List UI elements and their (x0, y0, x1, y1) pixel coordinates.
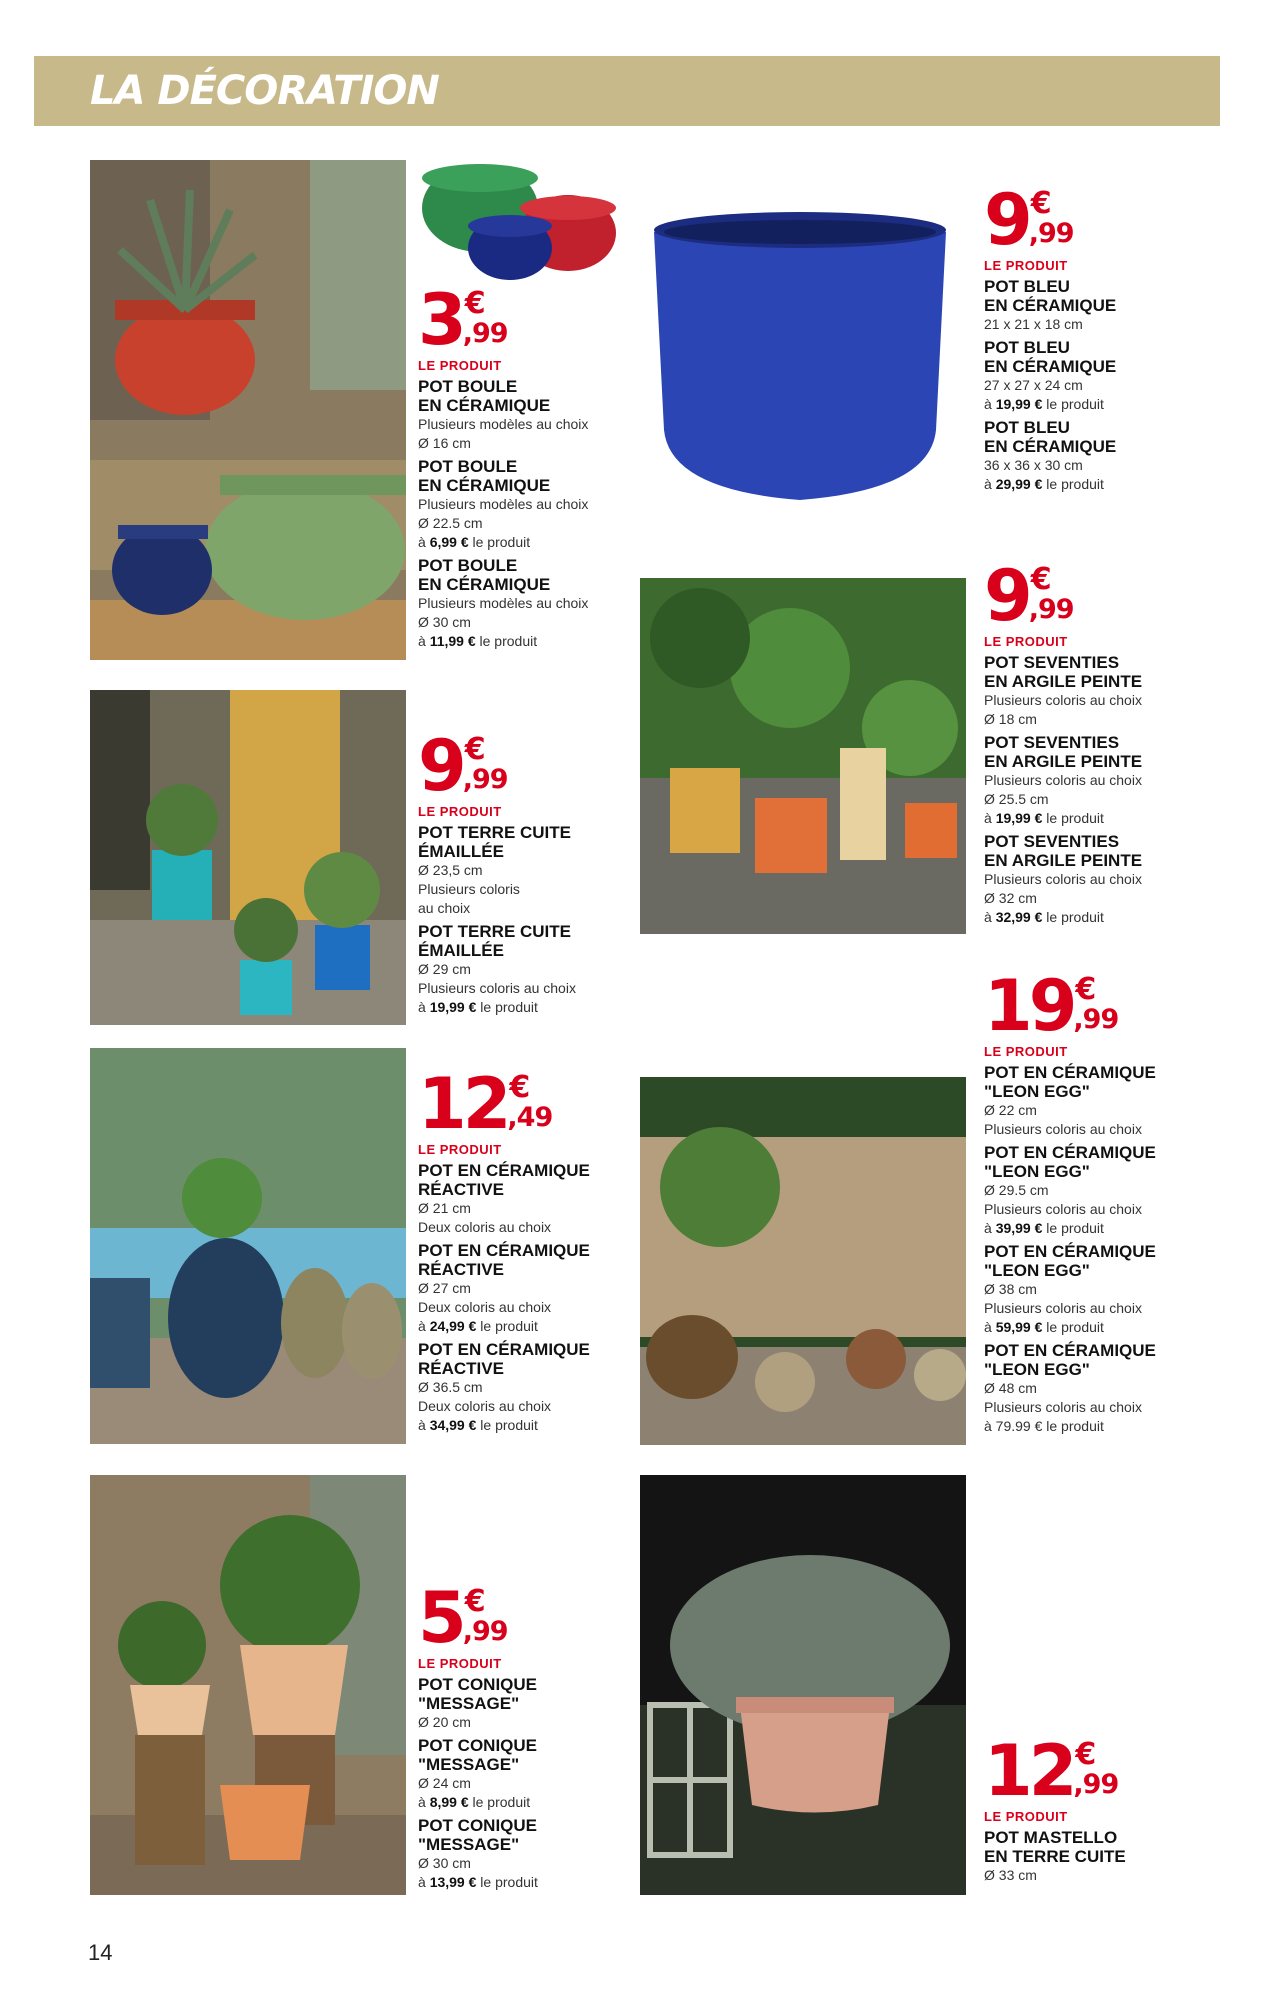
photo-pot-bleu (640, 200, 960, 510)
unit-label: LE PRODUIT (418, 1142, 502, 1157)
price-value: 24,99 € (429, 1318, 477, 1334)
product-name-line2: "MESSAGE" (418, 1694, 520, 1713)
product-detail: Ø 22 cm (984, 1102, 1037, 1118)
page-number: 14 (88, 1940, 113, 1965)
product-detail: Ø 16 cm (418, 435, 471, 451)
photo-pot-boule-scene (90, 160, 406, 660)
price-line: à 13,99 € le produit (418, 1874, 538, 1890)
price-integer: 5 (418, 1577, 463, 1659)
price-decimals: ,99 (462, 764, 508, 795)
price-line: à 19,99 € le produit (418, 999, 538, 1015)
price-value: 13,99 € (429, 1874, 477, 1890)
product-name-line2: EN CÉRAMIQUE (418, 476, 551, 495)
unit-label: LE PRODUIT (984, 1809, 1068, 1824)
product-detail: Plusieurs coloris au choix (984, 1201, 1142, 1217)
photo-pot-terre-cuite-emaillee (90, 690, 406, 1025)
price-integer: 9 (984, 555, 1029, 637)
price-tag (418, 1063, 628, 1145)
price-cents-group (463, 730, 511, 802)
product-name: POT EN CÉRAMIQUE (984, 1242, 1156, 1261)
price-tag (418, 279, 628, 361)
product-name: POT BOULE (418, 377, 518, 396)
product-detail: Plusieurs coloris au choix (984, 1300, 1142, 1316)
price-value: 59,99 € (995, 1319, 1043, 1335)
photo-pot-reactive (90, 1048, 406, 1444)
product-detail: Ø 24 cm (418, 1775, 471, 1791)
price-value: 11,99 € (429, 633, 476, 649)
product-detail: Ø 29 cm (418, 961, 471, 977)
unit-label: LE PRODUIT (418, 358, 502, 373)
product-name-line2: ÉMAILLÉE (418, 842, 504, 861)
product-detail: Ø 21 cm (418, 1200, 471, 1216)
product-detail: Plusieurs coloris au choix (984, 871, 1142, 887)
price-value: 19,99 € (995, 810, 1043, 826)
price-line: à 59,99 € le produit (984, 1319, 1104, 1335)
product-detail: Plusieurs modèles au choix (418, 416, 589, 432)
product-detail: Deux coloris au choix (418, 1219, 552, 1235)
price-line: à 39,99 € le produit (984, 1220, 1104, 1236)
price-decimals: ,99 (1028, 594, 1074, 625)
product-name-line2: RÉACTIVE (418, 1260, 504, 1279)
product-detail: Ø 25.5 cm (984, 791, 1049, 807)
product-detail: Plusieurs modèles au choix (418, 496, 589, 512)
price-value: 32,99 € (995, 909, 1043, 925)
product-detail: Ø 33 cm (984, 1867, 1037, 1883)
photo-pot-conique-message (90, 1475, 406, 1895)
offer-pot-reactive (418, 1063, 628, 1435)
price-line: à 24,99 € le produit (418, 1318, 538, 1334)
unit-label: LE PRODUIT (418, 1656, 502, 1671)
price-cents-group (507, 1068, 555, 1140)
product-name-line2: EN ARGILE PEINTE (984, 672, 1143, 691)
product-detail: 21 x 21 x 18 cm (984, 316, 1083, 332)
product-name-line2: ÉMAILLÉE (418, 941, 504, 960)
price-cents-group (1073, 970, 1121, 1042)
price-value: 8,99 € (429, 1794, 469, 1810)
product-name-line2: "MESSAGE" (418, 1755, 520, 1774)
price-line: à 6,99 € le produit (418, 534, 531, 550)
offer-pot-boule (418, 279, 628, 651)
product-name: POT EN CÉRAMIQUE (984, 1063, 1156, 1082)
currency-symbol: € (464, 732, 486, 767)
product-detail: 36 x 36 x 30 cm (984, 457, 1083, 473)
unit-label: LE PRODUIT (984, 1044, 1068, 1059)
offer-pot-terre-cuite-emaillee (418, 725, 628, 1017)
product-name: POT TERRE CUITE (418, 823, 572, 842)
product-detail: au choix (418, 900, 471, 916)
product-name-line2: EN CÉRAMIQUE (984, 296, 1117, 315)
product-detail: Deux coloris au choix (418, 1398, 552, 1414)
product-name-line2: "MESSAGE" (418, 1835, 520, 1854)
unit-label: LE PRODUIT (984, 258, 1068, 273)
price-cents-group (1029, 560, 1077, 632)
offer-pot-mastello (984, 1730, 1194, 1885)
price-value: 19,99 € (429, 999, 477, 1015)
price-integer: 12 (984, 1730, 1074, 1812)
product-detail: 27 x 27 x 24 cm (984, 377, 1083, 393)
price-decimals: ,99 (462, 1616, 508, 1647)
price-line: à 19,99 € le produit (984, 396, 1104, 412)
product-name: POT BLEU (984, 338, 1070, 357)
price-tag (418, 725, 628, 807)
product-detail: Plusieurs coloris au choix (984, 772, 1142, 788)
product-name: POT CONIQUE (418, 1816, 538, 1835)
price-decimals: ,99 (462, 318, 508, 349)
photo-pot-mastello (640, 1475, 966, 1895)
currency-symbol: € (1075, 1737, 1097, 1772)
product-detail: Ø 20 cm (418, 1714, 471, 1730)
price-integer: 9 (984, 179, 1029, 261)
price-decimals: ,99 (1028, 218, 1074, 249)
product-detail: Deux coloris au choix (418, 1299, 552, 1315)
offer-pot-leon-egg (984, 965, 1194, 1436)
section-title: LA DÉCORATION (90, 68, 439, 114)
product-detail: Ø 30 cm (418, 1855, 471, 1871)
product-detail: Plusieurs coloris au choix (418, 980, 576, 996)
currency-symbol: € (509, 1070, 531, 1105)
unit-label: LE PRODUIT (418, 804, 502, 819)
product-name-line2: EN CÉRAMIQUE (418, 575, 551, 594)
product-name-line2: RÉACTIVE (418, 1180, 504, 1199)
price-integer: 19 (984, 965, 1074, 1047)
price-line: à 11,99 € le produit (418, 633, 538, 649)
product-detail: Ø 22.5 cm (418, 515, 483, 531)
product-name: POT EN CÉRAMIQUE (418, 1340, 590, 1359)
price-line: à 79.99 € le produit (984, 1418, 1104, 1434)
price-cents-group (1029, 184, 1077, 256)
product-name: POT BLEU (984, 418, 1070, 437)
currency-symbol: € (1030, 186, 1052, 221)
photo-pot-leon-egg (640, 1077, 966, 1445)
price-decimals: ,99 (1073, 1769, 1119, 1800)
price-tag (418, 1577, 628, 1659)
offer-pot-bleu (984, 179, 1194, 494)
product-name-line2: EN CÉRAMIQUE (984, 357, 1117, 376)
product-name: POT BOULE (418, 556, 518, 575)
price-tag (984, 179, 1194, 261)
product-name-line2: "LEON EGG" (984, 1082, 1090, 1101)
product-name-line2: RÉACTIVE (418, 1359, 504, 1378)
product-name-line2: EN ARGILE PEINTE (984, 851, 1143, 870)
product-detail: Plusieurs modèles au choix (418, 595, 589, 611)
offer-pot-conique-message (418, 1577, 628, 1892)
product-detail: Plusieurs coloris au choix (984, 1121, 1142, 1137)
product-detail: Plusieurs coloris (418, 881, 520, 897)
price-value: 6,99 € (429, 534, 469, 550)
product-name: POT BOULE (418, 457, 518, 476)
price-value: 34,99 € (429, 1417, 477, 1433)
product-name: POT EN CÉRAMIQUE (418, 1241, 590, 1260)
price-decimals: ,49 (507, 1102, 553, 1133)
price-decimals: ,99 (1073, 1004, 1119, 1035)
price-cents-group (463, 284, 511, 356)
price-value: 29,99 € (995, 476, 1043, 492)
price-integer: 9 (418, 725, 463, 807)
product-detail: Ø 36.5 cm (418, 1379, 483, 1395)
product-detail: Ø 18 cm (984, 711, 1037, 727)
product-detail: Ø 23,5 cm (418, 862, 483, 878)
product-name: POT CONIQUE (418, 1675, 538, 1694)
price-value: 19,99 € (995, 396, 1043, 412)
product-name: POT CONIQUE (418, 1736, 538, 1755)
section-banner (34, 56, 1220, 126)
price-tag (984, 1730, 1194, 1812)
product-name-line2: EN ARGILE PEINTE (984, 752, 1143, 771)
product-name-line2: "LEON EGG" (984, 1360, 1090, 1379)
price-integer: 12 (418, 1063, 508, 1145)
product-name-line2: "LEON EGG" (984, 1261, 1090, 1280)
unit-label: LE PRODUIT (984, 634, 1068, 649)
price-value: 39,99 € (995, 1220, 1043, 1236)
product-name: POT EN CÉRAMIQUE (984, 1143, 1156, 1162)
product-name: POT SEVENTIES (984, 653, 1120, 672)
product-detail: Ø 30 cm (418, 614, 471, 630)
price-tag (984, 965, 1194, 1047)
product-name-line2: EN CÉRAMIQUE (984, 437, 1117, 456)
product-detail: Plusieurs coloris au choix (984, 1399, 1142, 1415)
product-name: POT SEVENTIES (984, 832, 1120, 851)
price-line: à 8,99 € le produit (418, 1794, 531, 1810)
product-name: POT MASTELLO (984, 1828, 1118, 1847)
product-name-line2: EN CÉRAMIQUE (418, 396, 551, 415)
currency-symbol: € (464, 286, 486, 321)
price-cents-group (1073, 1735, 1121, 1807)
product-detail: Ø 29.5 cm (984, 1182, 1049, 1198)
product-name: POT EN CÉRAMIQUE (418, 1161, 590, 1180)
product-name-line2: EN TERRE CUITE (984, 1847, 1126, 1866)
product-detail: Ø 38 cm (984, 1281, 1037, 1297)
product-name: POT EN CÉRAMIQUE (984, 1341, 1156, 1360)
offer-pot-seventies (984, 555, 1194, 927)
price-cents-group (463, 1582, 511, 1654)
product-detail: Ø 27 cm (418, 1280, 471, 1296)
product-detail: Plusieurs coloris au choix (984, 692, 1142, 708)
product-name: POT SEVENTIES (984, 733, 1120, 752)
product-detail: Ø 48 cm (984, 1380, 1037, 1396)
currency-symbol: € (464, 1584, 486, 1619)
currency-symbol: € (1075, 972, 1097, 1007)
product-name-line2: "LEON EGG" (984, 1162, 1090, 1181)
price-integer: 3 (418, 279, 463, 361)
photo-pot-seventies (640, 578, 966, 934)
photo-pot-boule-trio (418, 158, 616, 282)
price-line: à 32,99 € le produit (984, 909, 1104, 925)
currency-symbol: € (1030, 562, 1052, 597)
price-line: à 29,99 € le produit (984, 476, 1104, 492)
product-detail: Ø 32 cm (984, 890, 1037, 906)
product-name: POT TERRE CUITE (418, 922, 572, 941)
product-name: POT BLEU (984, 277, 1070, 296)
price-line: à 34,99 € le produit (418, 1417, 538, 1433)
price-line: à 19,99 € le produit (984, 810, 1104, 826)
price-tag (984, 555, 1194, 637)
